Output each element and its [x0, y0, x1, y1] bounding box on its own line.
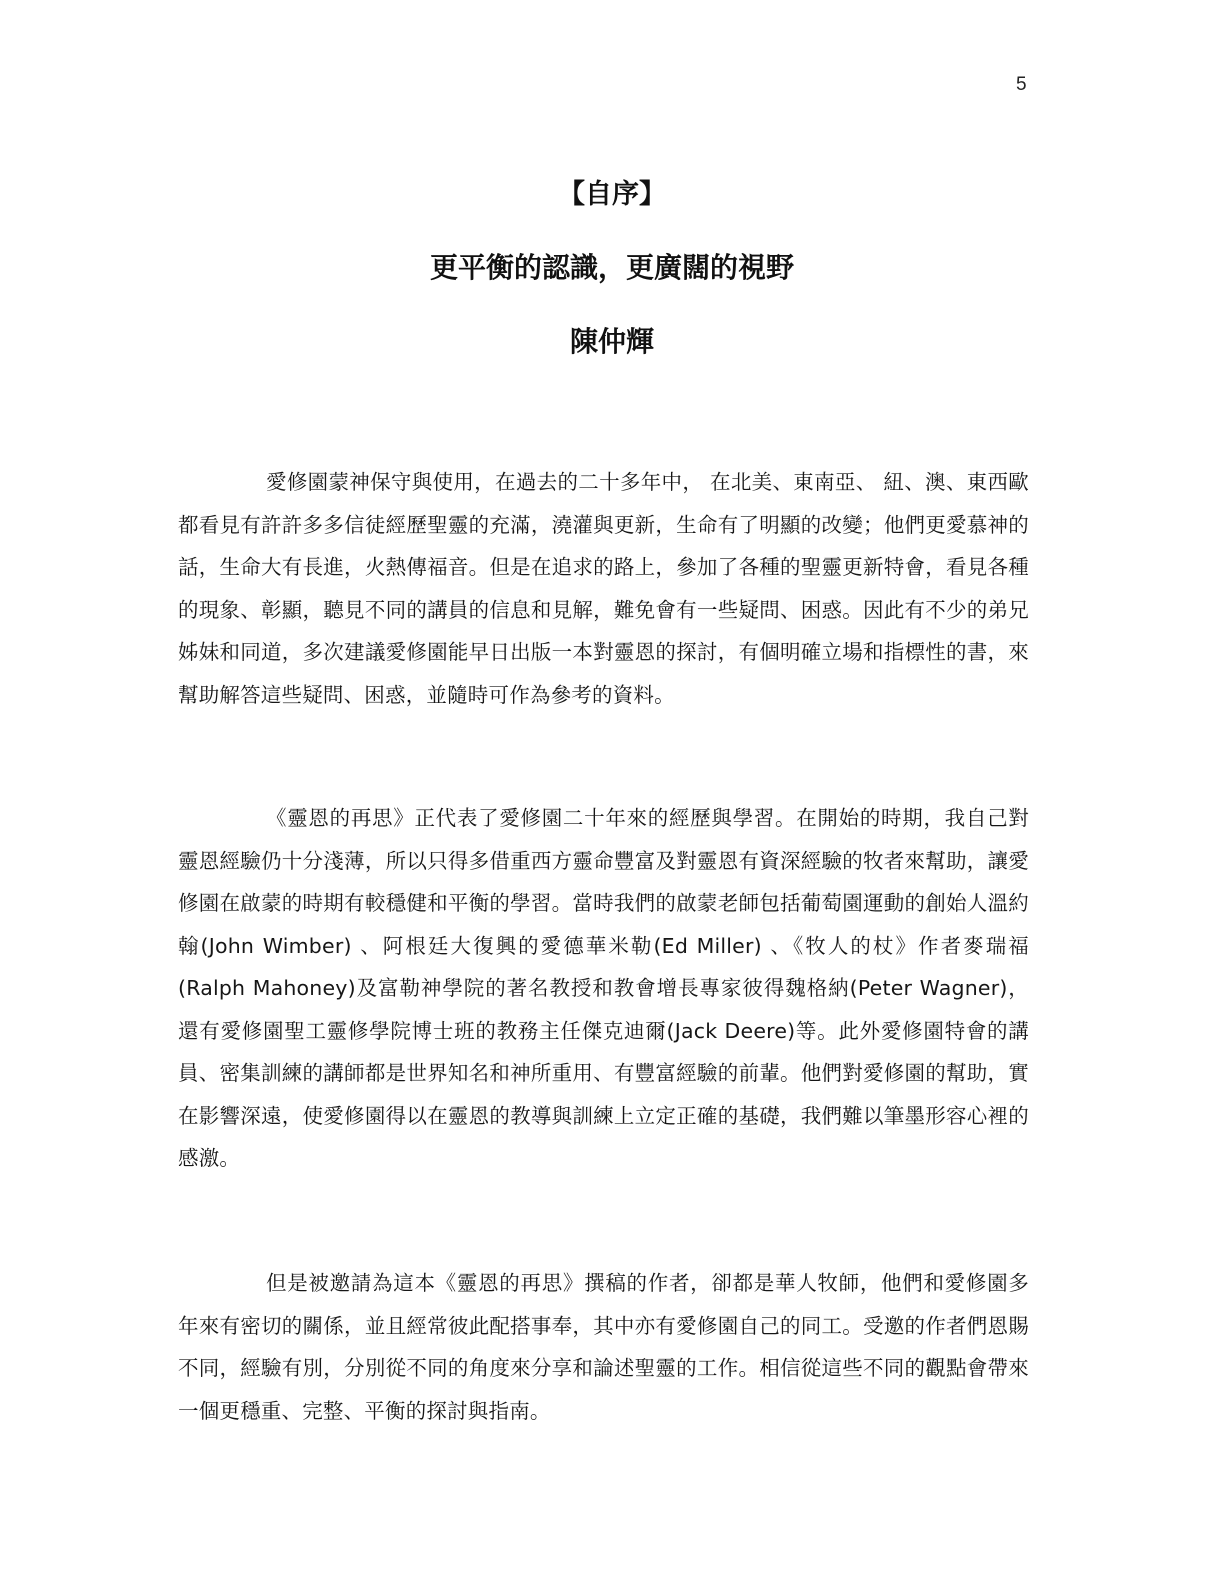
author-name: 陳仲輝: [569, 325, 654, 358]
body-paragraph-2: 《靈恩的再思》正代表了愛修園二十年來的經歷與學習。在開始的時期，我自己對靈恩經驗仍十分淺薄，所以只得多借重西方靈命豐富及對靈恩有資深經驗的牧者來幫助，讓愛修園在啟蒙的時期有較穩健和平衡的學習。當時我們的啟蒙老師包括葡萄園運動的創始人溫約翰(John Wimber) 、阿根廷大復興的愛德華米勒(Ed Miller) 、《牧人的杖》作者麥瑞福(Ralph Mahoney)及富勒神學院的著名教授和教會增長專家彼得魏格納(Peter Wagner)，還有愛修園聖工靈修學院博士班的教務主任傑克迪爾(Jack Deere)等。此外愛修園特會的講員、密集訓練的講師都是世界知名和神所重用、有豐富經驗的前輩。他們對愛修園的幫助，實在影響深遠，使愛修園得以在靈恩的教導與訓練上立定正確的基礎，我們難以筆墨形容心裡的感激。: [178, 806, 1029, 1170]
page-title: 更平衡的認識，更廣闊的視野: [429, 251, 794, 284]
page-number: 5: [1016, 74, 1027, 95]
section-label: 【自序】: [558, 179, 666, 210]
body-paragraph-1: 愛修園蒙神保守與使用，在過去的二十多年中， 在北美、東南亞、 紐、澳、東西歐都看見有許許多多信徒經歷聖靈的充滿，澆灌與更新，生命有了明顯的改變；他們更愛慕神的話，生命大有長進，火熱傳福音。但是在追求的路上，參加了各種的聖靈更新特會，看見各種的現象、彰顯，聽見不同的講員的信息和見解，難免會有一些疑問、困惑。因此有不少的弟兄姊妹和同道，多次建議愛修園能早日出版一本對靈恩的探討，有個明確立場和指標性的書，來幫助解答這些疑問、困惑，並隨時可作為參考的資料。: [178, 470, 1029, 707]
body-paragraph-3: 但是被邀請為這本《靈恩的再思》撰稿的作者，卻都是華人牧師，他們和愛修園多年來有密切的關係，並且經常彼此配搭事奉，其中亦有愛修園自己的同工。受邀的作者們恩賜不同，經驗有別，分別從不同的角度來分享和論述聖靈的工作。相信從這些不同的觀點會帶來一個更穩重、完整、平衡的探討與指南。: [178, 1271, 1029, 1423]
